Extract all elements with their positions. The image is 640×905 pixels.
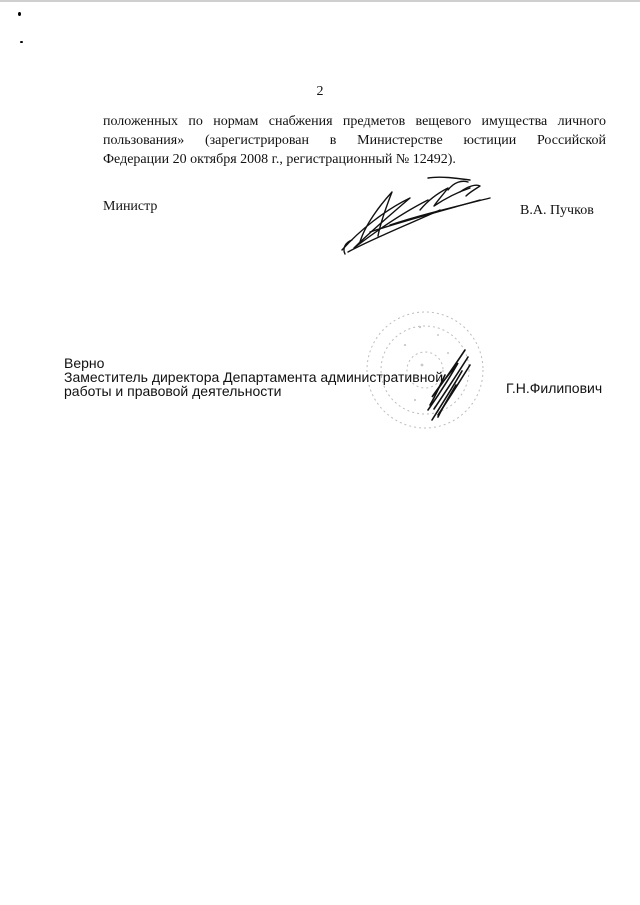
signatory-name: В.А. Пучков (520, 203, 594, 218)
signature-icon (330, 170, 500, 260)
scan-edge (0, 0, 640, 2)
body-line: Федерации 20 октября 2008 г., регистрационный № 12492). (103, 152, 456, 167)
scan-speck (18, 12, 21, 16)
copy-mark: Верно (64, 355, 105, 371)
copy-certifier-name: Г.Н.Филипович (506, 380, 603, 396)
body-paragraph (103, 112, 606, 169)
copy-certification (64, 356, 443, 398)
copy-position-line1: Заместитель директора Департамента административной (64, 369, 444, 385)
body-line: пользования» (зарегистрирован в Министерстве юстиции Российской (103, 133, 606, 148)
scan-speck (20, 41, 23, 43)
copy-position-line2: работы и правовой деятельности (64, 383, 282, 399)
page-number: 2 (316, 84, 324, 99)
signatory-position: Министр (103, 199, 158, 214)
body-line: положенных по нормам снабжения предметов вещевого имущества личного (103, 114, 606, 129)
